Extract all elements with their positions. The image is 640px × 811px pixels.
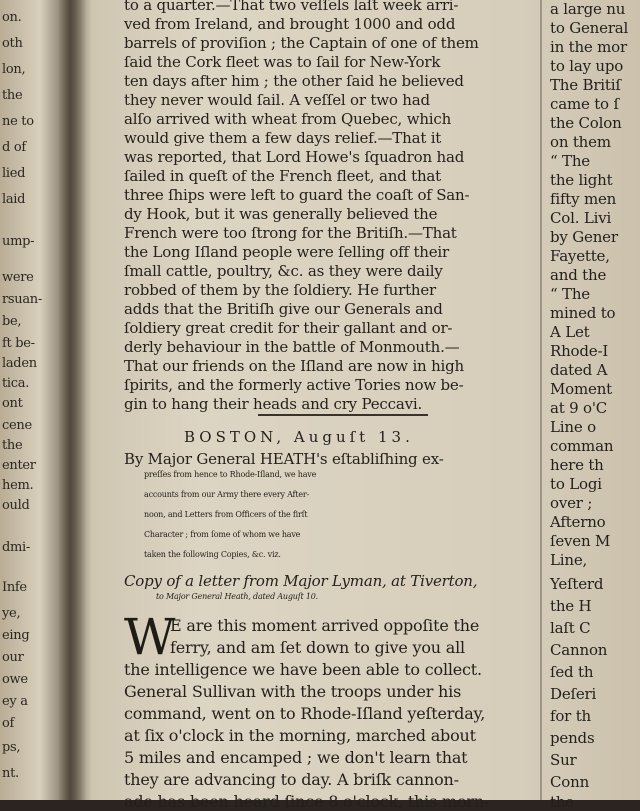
left-line: ne to (2, 114, 34, 129)
text-line: three ſhips were left to guard the coaſt of San- (124, 186, 470, 204)
text-line: gin to hang their heads and cry Peccavi. (124, 395, 423, 413)
right-line: the (550, 793, 574, 811)
right-line: Cannon (550, 641, 608, 659)
column-separator (540, 0, 542, 800)
right-line: for th (550, 707, 592, 725)
text-line: 5 miles and encamped ; we don't learn that (124, 748, 468, 767)
text-line: ſaid the Cork fleet was to ſail for New-York (124, 53, 441, 71)
left-line: the (2, 88, 23, 103)
left-line: enter (2, 458, 36, 473)
main-column (124, 0, 536, 811)
text-line: Character ; from ſome of whom we have (144, 530, 301, 539)
right-line: Moment (550, 380, 612, 398)
left-line: laid (2, 192, 26, 207)
left-line: ps, (2, 740, 21, 755)
left-line: of (2, 716, 15, 731)
text-line: General Sullivan with the troops under his (124, 682, 462, 701)
left-line: cene (2, 418, 32, 433)
left-line: ould (2, 498, 30, 513)
right-line: the H (550, 597, 592, 615)
right-line: over ; (550, 494, 593, 512)
drop-cap: W (124, 608, 176, 666)
text-line: dy Hook, but it was generally believed the (124, 205, 438, 223)
left-line: ont (2, 396, 23, 411)
text-line: command, went on to Rhode-Iſland yeſterday, (124, 704, 486, 723)
right-line: the Colon (550, 114, 622, 132)
text-line: derly behaviour in the battle of Monmouth.— (124, 338, 460, 356)
text-line: barrels of proviſion ; the Captain of one of them (124, 34, 479, 52)
text-line: That our friends on the Iſland are now in high (124, 357, 465, 375)
right-line: the light (550, 171, 613, 189)
letter-heading: Copy of a letter from Major Lyman, at Tiverton, (124, 572, 478, 590)
left-line: ye, (2, 606, 21, 621)
right-line: “ The (550, 152, 590, 170)
left-line: owe (2, 672, 28, 687)
text-line: ſpirits, and the formerly active Tories now be- (124, 376, 464, 394)
text-line: the intelligence we have been able to collect. (124, 660, 482, 679)
text-line: was reported, that Lord Howe's ſquadron had (124, 148, 465, 166)
left-line: on. (2, 10, 22, 25)
left-line: eing (2, 628, 30, 643)
right-line: “ The (550, 285, 590, 303)
left-line: hem. (2, 478, 34, 493)
text-line: noon, and Letters from Officers of the firſt (144, 510, 308, 519)
right-line: Rhode-I (550, 342, 609, 360)
right-line: pends (550, 729, 595, 747)
text-line: accounts from our Army there every After- (144, 490, 309, 499)
right-line: ſeven M (550, 532, 611, 550)
text-line: robbed of them by the ſoldiery. He further (124, 281, 437, 299)
text-line: ten days after him ; the other ſaid he believed (124, 72, 464, 90)
text-line: they are advancing to day. A briſk cannon- (124, 770, 459, 789)
text-line: French were too ſtrong for the Britiſh.—That (124, 224, 457, 242)
text-line: ved from Ireland, and brought 1000 and odd (124, 15, 456, 33)
right-line: Line o (550, 418, 596, 436)
letter-heading: to Major General Heath, dated Auguſt 10. (156, 592, 318, 601)
left-line: d of (2, 140, 26, 155)
right-line: The Britiſ (550, 76, 621, 94)
page-fold-shadow (58, 0, 86, 800)
right-line: and the (550, 266, 607, 284)
left-line: laden (2, 356, 37, 371)
text-line: ſmall cattle, poultry, &c. as they were daily (124, 262, 443, 280)
left-column-fragment (0, 0, 58, 800)
right-line: to lay upo (550, 57, 624, 75)
right-line: at 9 o'C (550, 399, 608, 417)
right-line: Conn (550, 773, 590, 791)
text-line: the Long Iſland people were ſelling off their (124, 243, 449, 261)
section-rule (258, 414, 428, 416)
left-line: were (2, 270, 34, 285)
text-line: at ſix o'clock in the morning, marched about (124, 726, 476, 745)
left-line: dmi- (2, 540, 30, 555)
left-line: ump- (2, 234, 35, 249)
right-line: Afterno (550, 513, 606, 531)
right-line: to General (550, 19, 629, 37)
text-line: preſſes from hence to Rhode-Iſland, we have (144, 470, 317, 479)
right-line: laſt C (550, 619, 591, 637)
right-line: came to ſ (550, 95, 619, 113)
right-line: dated A (550, 361, 608, 379)
right-line: to Logi (550, 475, 602, 493)
text-line: would give them a few days relief.—That it (124, 129, 442, 147)
left-line: ey a (2, 694, 28, 709)
right-column-fragment (550, 0, 640, 811)
text-line: ſoldiery great credit for their gallant and or- (124, 319, 453, 337)
text-line: taken the following Copies, &c. viz. (144, 550, 281, 559)
right-line: in the mor (550, 38, 627, 56)
left-line: Infe (2, 580, 27, 595)
right-line: ſed th (550, 663, 594, 681)
left-line: oth (2, 36, 23, 51)
left-line: nt. (2, 766, 19, 781)
left-line: ft be- (2, 336, 35, 351)
right-line: Deſeri (550, 685, 597, 703)
right-line: fifty men (550, 190, 617, 208)
left-line: rsuan- (2, 292, 42, 307)
dateline: BOSTON, Auguſt 13. (184, 428, 414, 446)
text-line: they never would ſail. A veſſel or two had (124, 91, 430, 109)
left-line: our (2, 650, 24, 665)
left-line: tica. (2, 376, 30, 391)
right-line: comman (550, 437, 614, 455)
left-line: be, (2, 314, 22, 329)
text-line: adds that the Britiſh give our Generals and (124, 300, 443, 318)
text-line: ferry, and am ſet down to give you all (170, 638, 465, 657)
text-line: ade has been heard ſince 8 o'clock, this morn- (124, 792, 490, 811)
text-line: to a quarter.—That two veſſels laſt week arri- (124, 0, 459, 14)
left-line: lon, (2, 62, 26, 77)
right-line: Col. Livi (550, 209, 612, 227)
right-line: Sur (550, 751, 577, 769)
left-line: the (2, 438, 23, 453)
right-line: Fayette, (550, 247, 610, 265)
text-line: ſailed in queſt of the French fleet, and that (124, 167, 441, 185)
right-line: here th (550, 456, 604, 474)
right-line: Yeſterd (550, 575, 604, 593)
text-line: alſo arrived with wheat from Quebec, which (124, 110, 452, 128)
text-line: E are this moment arrived oppoſite the (170, 616, 480, 635)
right-line: a large nu (550, 0, 626, 18)
right-line: by Gener (550, 228, 618, 246)
right-line: Line, (550, 551, 588, 569)
right-line: A Let (550, 323, 590, 341)
left-line: lied (2, 166, 26, 181)
right-line: mined to (550, 304, 616, 322)
right-line: on them (550, 133, 611, 151)
text-line: By Major General HEATH's eſtabliſhing ex- (124, 450, 444, 468)
